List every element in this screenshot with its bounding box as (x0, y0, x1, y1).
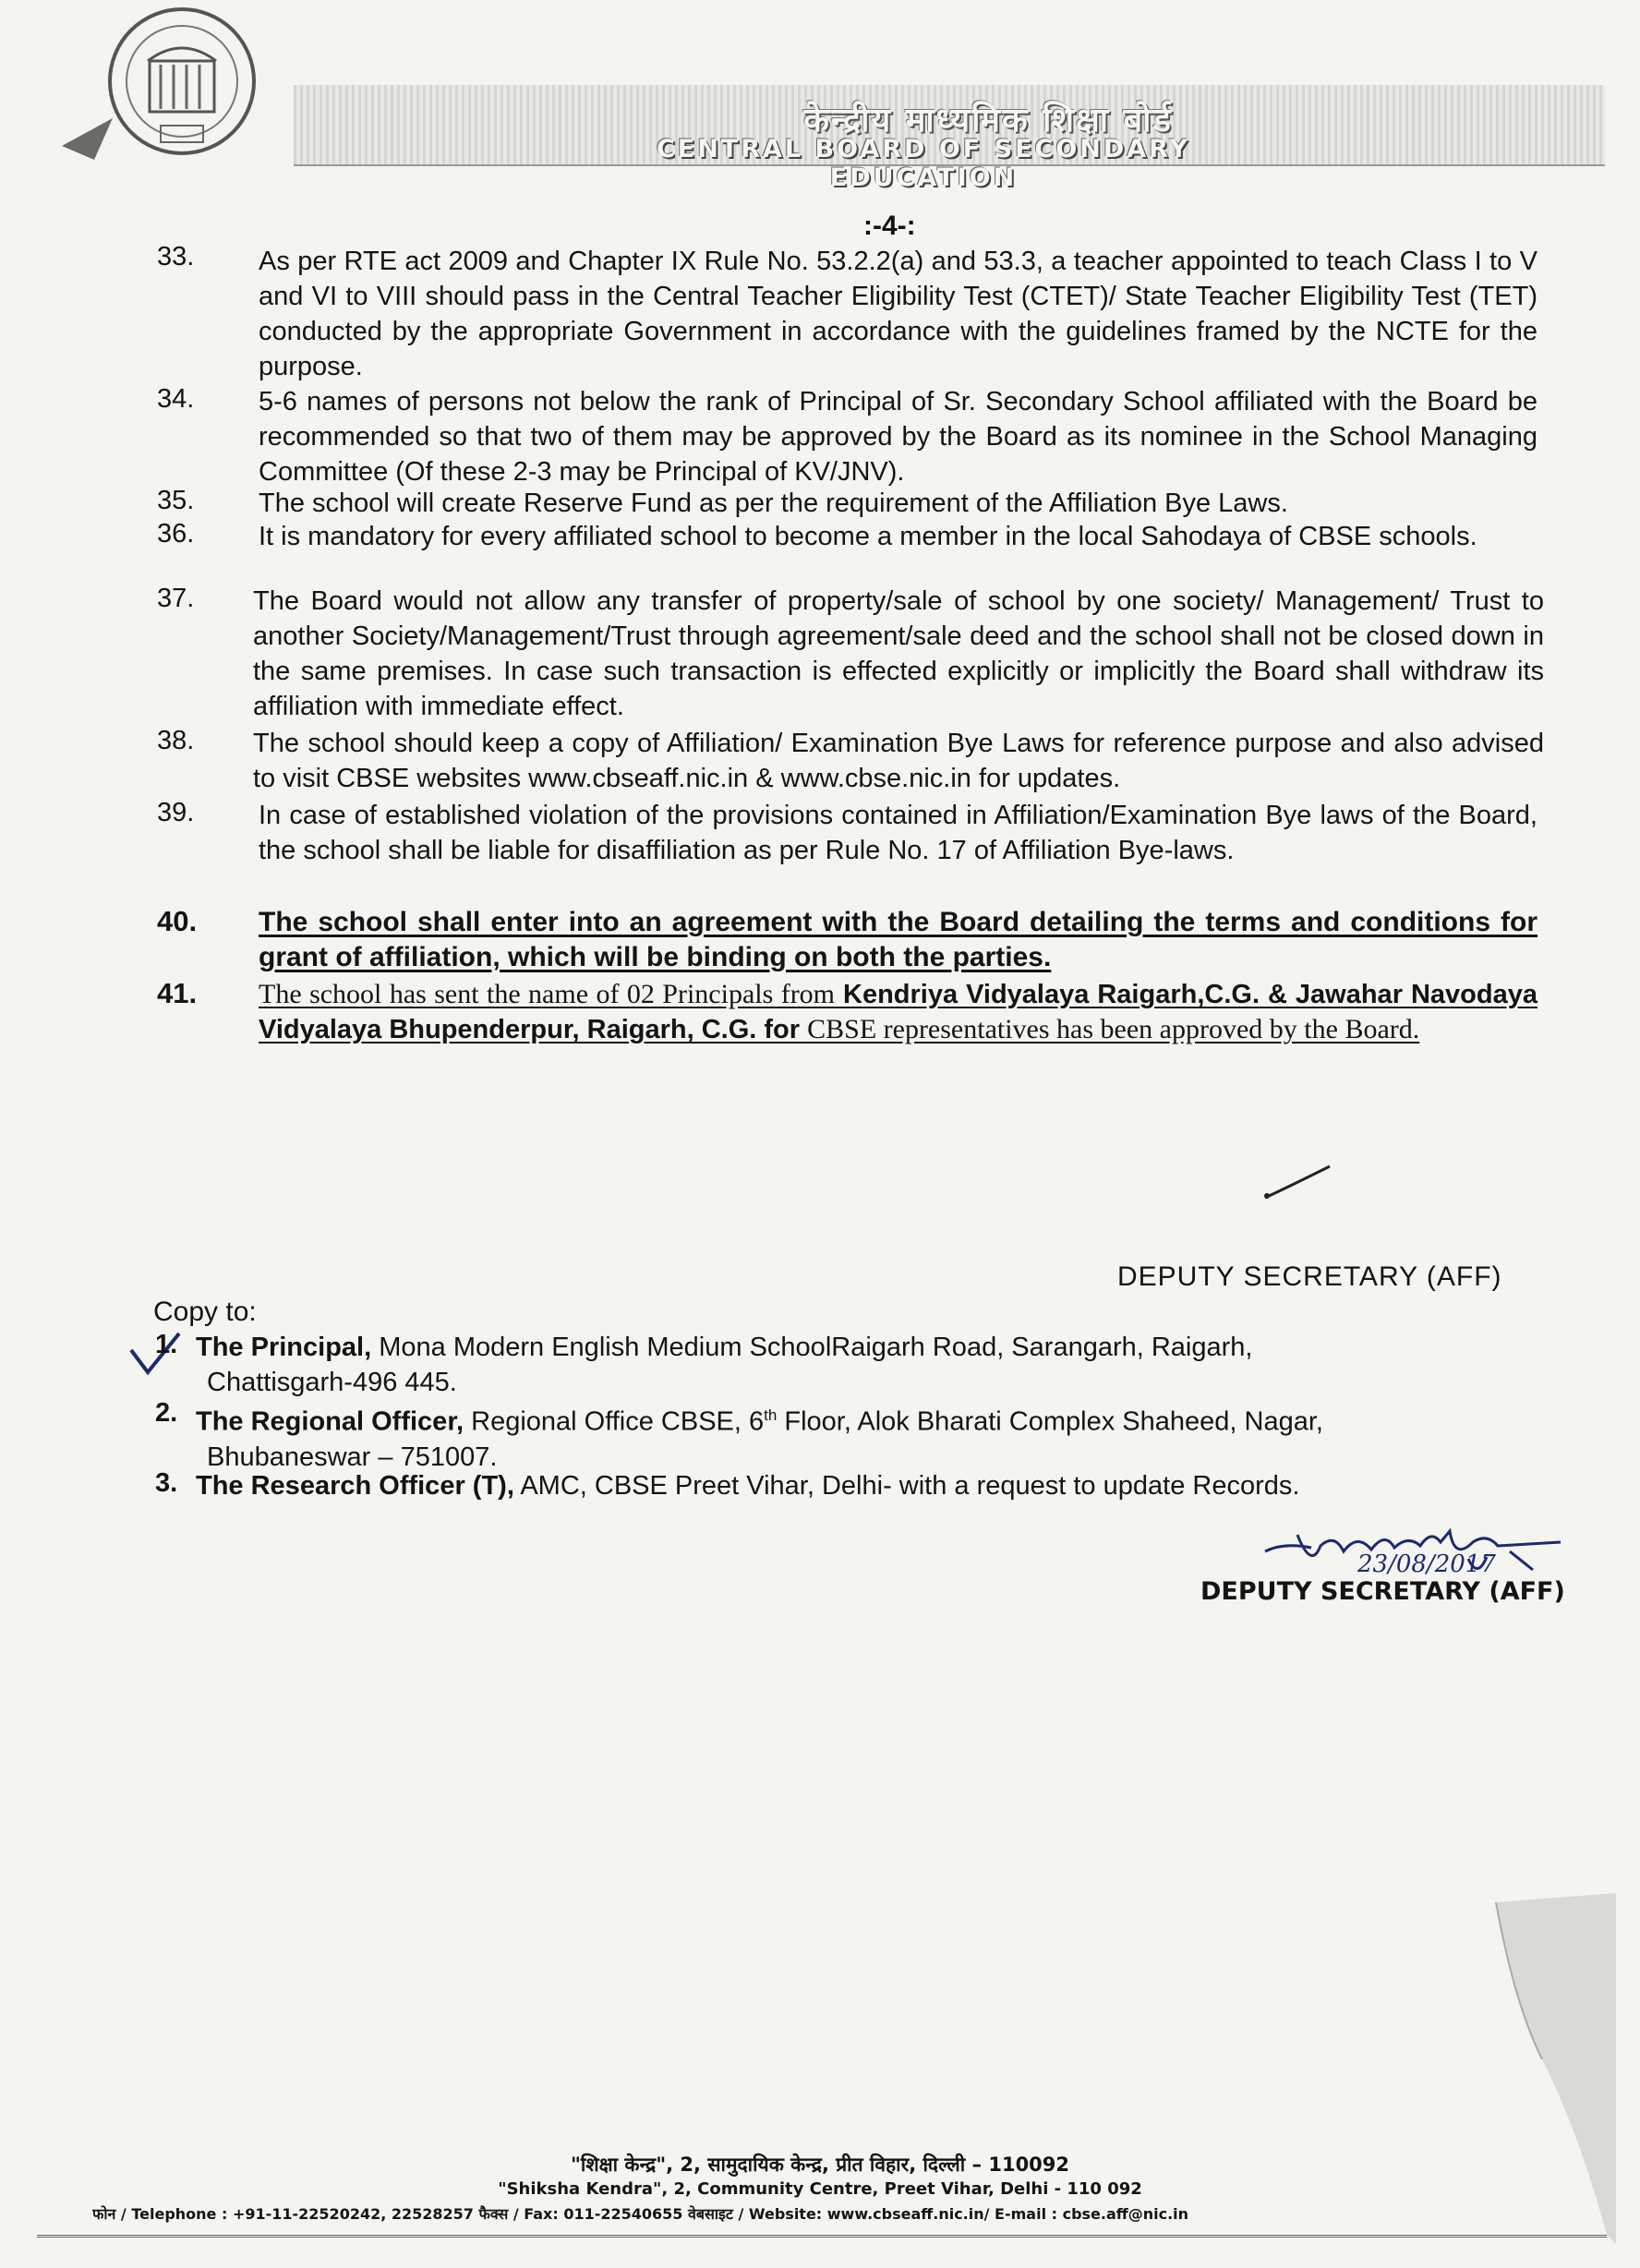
handwritten-date: 23/08/2017 (1357, 1550, 1496, 1578)
item-text-part: CBSE representatives has been approved by the Board. (807, 1014, 1420, 1044)
recipient-title: The Regional Officer, (196, 1406, 464, 1437)
item-number: 37. (157, 584, 195, 613)
item-number: 35. (157, 486, 195, 515)
copy-number: 1. (155, 1330, 178, 1359)
footer-address-english: "Shiksha Kendra", 2, Community Centre, Preet Vihar, Delhi - 110 092 (498, 2179, 1142, 2199)
item-text: The school will create Reserve Fund as per the requirement of the Affiliation Bye Laws. (259, 489, 1288, 518)
signatory-title: DEPUTY SECRETARY (AFF) (1117, 1261, 1502, 1292)
copy-to-heading: Copy to: (153, 1297, 257, 1327)
pen-stroke-icon (1256, 1159, 1339, 1205)
copy-text (196, 1468, 1507, 1503)
footer-divider (37, 2235, 1607, 2238)
recipient-address-cont: Floor, Alok Bharati Complex Shaheed, Nagar, (777, 1406, 1323, 1437)
item-text-part: Kendriya Vidyalaya Raigarh,C.G. & Jawahar Navodaya Vidyalaya Bhupenderpur, Raigarh, C.G. for (259, 980, 1538, 1044)
item-text: In case of established violation of the provisions contained in Affiliation/Examination Bye laws of the Board, the school shall be liable for disaffiliation as per Rule No. 17 of Affiliation Bye-laws. (259, 801, 1538, 865)
copy-number: 3. (155, 1468, 178, 1498)
cbse-emblem-icon (57, 7, 270, 183)
item-text-part: The school has sent the name of 02 Principals from (259, 979, 836, 1009)
item-text: As per RTE act 2009 and Chapter IX Rule No. 53.2.2(a) and 53.3, a teacher appointed to teach Class I to V and VI to VIII should pass in the Central Teacher Eligibility Test (CTET)/ State Teacher Eligibility Test (TET) conducted by the appropriate Government in accordance with the guidelines framed by the NCTE for the purpose. (259, 247, 1538, 381)
recipient-address-line2: Chattisgarh-496 445. (207, 1368, 457, 1397)
footer-address-hindi: "शिक्षा केन्द्र", 2, सामुदायिक केन्द्र, प्रीत विहार, दिल्ली – 110092 (570, 2153, 1070, 2176)
item-text: It is mandatory for every affiliated school to become a member in the local Sahodaya of CBSE schools. (259, 522, 1477, 551)
recipient-title: The Research Officer (T), (196, 1471, 514, 1501)
page-number: :-4-: (863, 211, 916, 241)
item-text: 5-6 names of persons not below the rank of Principal of Sr. Secondary School affiliated with the Board be recommended so that two of them may be approved by the Board as its nominee in the School Managing Committee (Of these 2-3 may be Principal of KV/JNV). (259, 387, 1538, 487)
board-name-english: CENTRAL BOARD OF SECONDARY EDUCATION (656, 135, 1191, 192)
copy-text (196, 1330, 1507, 1400)
recipient-address: Regional Office CBSE, 6 (464, 1406, 765, 1437)
item-text: The Board would not allow any transfer of property/sale of school by one society/ Management/ Trust to another Society/Management/Trust through agreement/sale deed and the school shall not be closed down in the same premises. In case such transaction is effected explicitly or implicitly the Board shall withdraw its affiliation with immediate effect. (253, 586, 1544, 721)
item-number: 41. (157, 977, 198, 1009)
item-number: 39. (157, 798, 195, 827)
item-text (259, 977, 1538, 1047)
item-number: 34. (157, 384, 195, 414)
item-number: 38. (157, 726, 195, 755)
board-name-hindi: केन्द्रीय माध्यमिक शिक्षा बोर्ड (803, 102, 1173, 139)
recipient-title: The Principal, (196, 1333, 372, 1362)
footer-contact: फोन / Telephone : +91-11-22520242, 22528257 फैक्स / Fax: 011-22540655 वेबसाइट / Website: www.cbseaff.nic.in/ E-mail : cbse.aff@nic.in (92, 2205, 1189, 2223)
recipient-address: AMC, CBSE Preet Vihar, Delhi- with a request to update Records. (513, 1471, 1300, 1501)
item-number: 33. (157, 242, 195, 271)
recipient-address: Mona Modern English Medium SchoolRaigarh Road, Sarangarh, Raigarh, (371, 1333, 1253, 1362)
ordinal-suffix: th (764, 1406, 778, 1424)
copy-text (196, 1398, 1507, 1475)
copy-number: 2. (155, 1398, 178, 1428)
item-text: The school shall enter into an agreement with the Board detailing the terms and conditions for grant of affiliation, which will be binding on both the parties. (259, 907, 1538, 972)
recipient-address-line2: Bhubaneswar – 751007. (207, 1442, 498, 1472)
item-number: 40. (157, 905, 198, 937)
item-number: 36. (157, 519, 195, 549)
signatory-title-2: DEPUTY SECRETARY (AFF) (1200, 1577, 1565, 1606)
item-text: The school should keep a copy of Affiliation/ Examination Bye Laws for reference purpose and also advised to visit CBSE websites www.cbseaff.nic.in & www.cbse.nic.in for updates. (253, 729, 1544, 793)
